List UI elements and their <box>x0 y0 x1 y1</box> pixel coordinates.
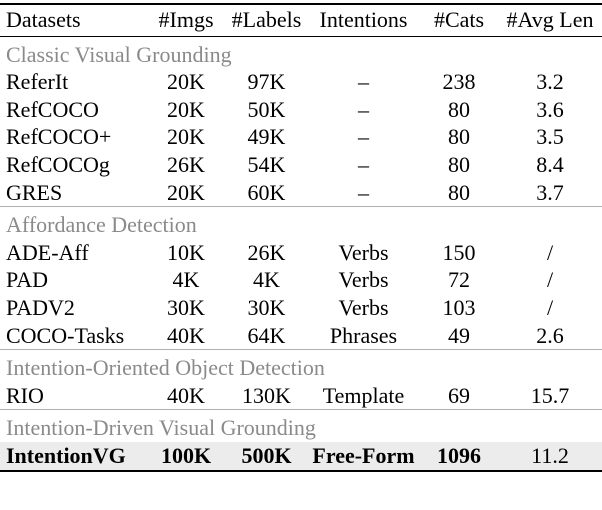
cell-dataset: RefCOCOg <box>6 151 110 177</box>
cell-imgs: 26K <box>167 151 205 177</box>
cell-dataset: ReferIt <box>6 69 69 95</box>
section-title: Intention-Oriented Object Detection <box>0 350 602 382</box>
cell-intentions: – <box>358 96 369 122</box>
cell-cats: 72 <box>448 267 470 293</box>
cell-cats: 238 <box>442 69 476 95</box>
table-body <box>0 36 602 470</box>
table-row <box>0 123 602 151</box>
cell-cats: 80 <box>448 151 470 177</box>
table-row <box>0 96 602 124</box>
header-datasets: Datasets <box>0 4 146 36</box>
section-title: Intention-Driven Visual Grounding <box>0 410 602 442</box>
cell-avg-len: / <box>546 239 554 265</box>
cell-dataset: GRES <box>6 179 63 205</box>
section-header-row <box>0 410 602 442</box>
table-row <box>0 322 602 350</box>
cell-labels: 4K <box>253 267 280 293</box>
cell-intentions: Phrases <box>329 322 398 348</box>
cell-labels: 97K <box>247 69 286 95</box>
cell-cats: 80 <box>448 96 470 122</box>
cell-imgs: 20K <box>167 96 205 122</box>
table-row <box>0 266 602 294</box>
cell-avg-len: 11.2 <box>498 442 602 471</box>
cell-cats: 1096 <box>420 442 498 471</box>
cell-avg-len: 8.4 <box>536 151 564 177</box>
cell-imgs: 40K <box>167 382 205 408</box>
cell-labels: 49K <box>247 124 286 150</box>
header-labels: #Labels <box>226 4 307 36</box>
section-header-row <box>0 36 602 68</box>
cell-intentions: – <box>358 124 369 150</box>
cell-avg-len: / <box>546 267 554 293</box>
cell-imgs: 40K <box>167 322 205 348</box>
cell-dataset: RefCOCO+ <box>6 124 112 150</box>
dataset-comparison-table <box>0 3 602 472</box>
cell-avg-len: 2.6 <box>536 322 564 348</box>
cell-cats: 69 <box>448 382 470 408</box>
cell-avg-len: 15.7 <box>530 382 570 408</box>
cell-intentions: Verbs <box>338 267 389 293</box>
table-row <box>0 294 602 322</box>
section-header-row <box>0 350 602 382</box>
cell-imgs: 20K <box>167 69 205 95</box>
cell-dataset: RIO <box>6 382 44 408</box>
cell-intentions: Verbs <box>338 239 389 265</box>
cell-cats: 49 <box>448 322 470 348</box>
cell-avg-len: / <box>546 294 554 320</box>
cell-imgs: 30K <box>167 294 205 320</box>
cell-cats: 80 <box>448 179 470 205</box>
cell-intentions: – <box>358 69 369 95</box>
cell-imgs: 20K <box>167 179 205 205</box>
cell-cats: 80 <box>448 124 470 150</box>
cell-labels: 26K <box>247 239 286 265</box>
cell-intentions: Template <box>322 382 405 408</box>
section-header-row <box>0 207 602 239</box>
table-row <box>0 151 602 179</box>
cell-avg-len: 3.2 <box>536 69 564 95</box>
cell-intentions: – <box>358 151 369 177</box>
cell-dataset: RefCOCO <box>6 96 99 122</box>
cell-labels: 50K <box>247 96 286 122</box>
table-row <box>0 68 602 96</box>
cell-cats: 103 <box>442 294 476 320</box>
cell-intentions: – <box>358 179 369 205</box>
cell-avg-len: 3.6 <box>536 96 564 122</box>
cell-dataset: PAD <box>6 267 48 293</box>
header-avg-len: #Avg Len <box>498 4 602 36</box>
cell-imgs: 10K <box>167 239 205 265</box>
header-cats: #Cats <box>420 4 498 36</box>
table-row <box>0 179 602 207</box>
cell-intentions: Verbs <box>338 294 389 320</box>
cell-dataset: PADV2 <box>6 294 75 320</box>
cell-avg-len: 3.7 <box>536 179 564 205</box>
cell-labels: 130K <box>242 382 291 408</box>
header-row <box>0 4 602 36</box>
header-imgs: #Imgs <box>146 4 226 36</box>
cell-labels: 60K <box>247 179 286 205</box>
cell-imgs: 4K <box>172 267 200 293</box>
cell-dataset: COCO-Tasks <box>6 322 125 348</box>
cell-imgs: 100K <box>146 442 226 471</box>
cell-avg-len: 3.5 <box>536 124 564 150</box>
table-row <box>0 442 602 471</box>
cell-intentions: Free-Form <box>307 442 420 471</box>
cell-cats: 150 <box>442 239 476 265</box>
header-intentions: Intentions <box>307 4 420 36</box>
cell-dataset: IntentionVG <box>0 442 146 471</box>
section-title: Classic Visual Grounding <box>6 41 232 67</box>
cell-labels: 54K <box>247 151 286 177</box>
cell-dataset: ADE-Aff <box>6 239 89 265</box>
cell-labels: 30K <box>247 294 286 320</box>
table-row <box>0 239 602 267</box>
cell-labels: 64K <box>247 322 286 348</box>
cell-imgs: 20K <box>167 124 205 150</box>
table-row <box>0 382 602 410</box>
cell-labels: 500K <box>226 442 307 471</box>
section-title: Affordance Detection <box>0 207 602 239</box>
